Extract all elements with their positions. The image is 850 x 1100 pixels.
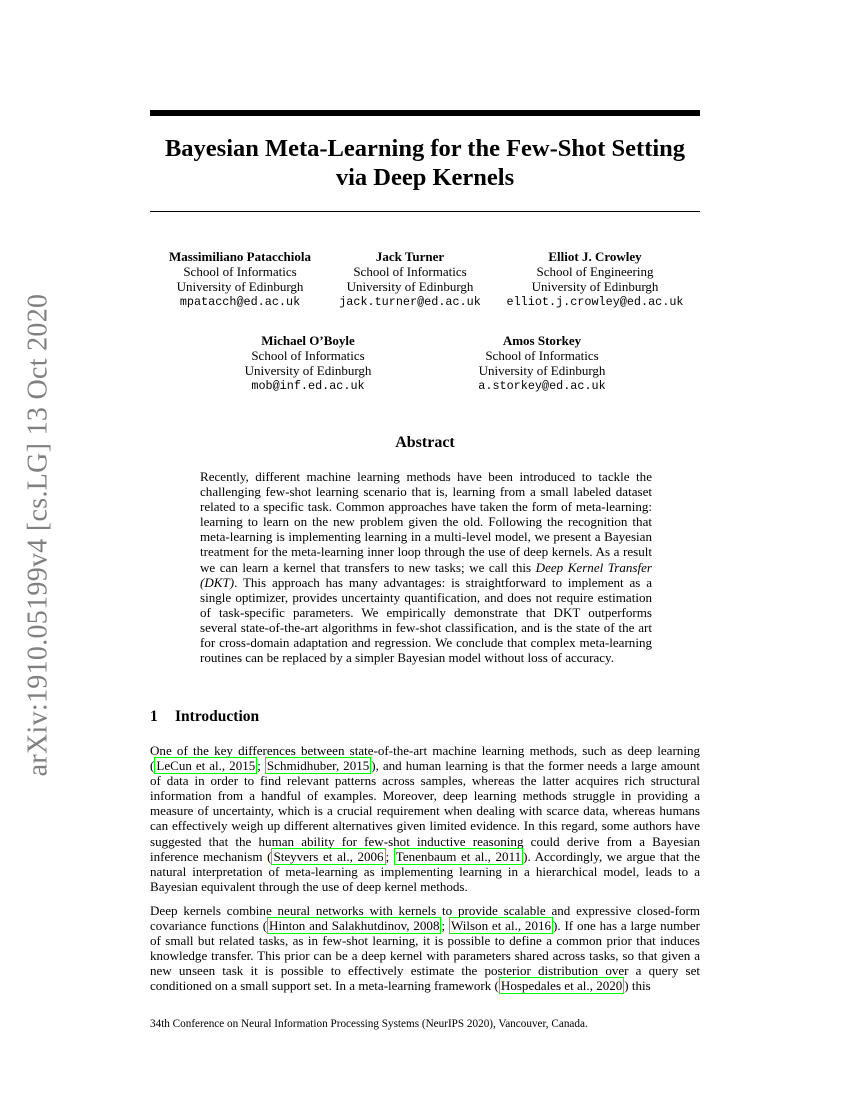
citation-link[interactable]: Hinton and Salakhutdinov, 2008 bbox=[269, 918, 440, 934]
author-email[interactable]: mob@inf.ed.ac.uk bbox=[251, 378, 365, 393]
title-bottom-rule bbox=[150, 211, 700, 212]
author-dept: School of Informatics bbox=[353, 264, 467, 280]
author-email[interactable]: mpatacch@ed.ac.uk bbox=[179, 294, 301, 309]
author-block-2 bbox=[330, 249, 490, 310]
arxiv-sidebar-stamp bbox=[18, 295, 58, 775]
author-name: Jack Turner bbox=[375, 249, 445, 264]
author-univ: University of Edinburgh bbox=[478, 363, 606, 379]
author-dept: School of Informatics bbox=[485, 348, 599, 364]
author-block-3 bbox=[495, 249, 695, 310]
author-block-5 bbox=[462, 333, 622, 394]
citation-link[interactable]: Wilson et al., 2016 bbox=[450, 918, 552, 934]
section-heading bbox=[150, 708, 259, 726]
author-dept: School of Informatics bbox=[251, 348, 365, 364]
author-email[interactable]: jack.turner@ed.ac.uk bbox=[339, 294, 481, 309]
citation-link[interactable]: Steyvers et al., 2006 bbox=[273, 848, 384, 864]
method-name: Deep Kernel Transfer (DKT) bbox=[200, 559, 653, 590]
author-univ: University of Edinburgh bbox=[244, 363, 372, 379]
author-email[interactable]: elliot.j.crowley@ed.ac.uk bbox=[506, 294, 684, 309]
section-number: 1 bbox=[150, 708, 158, 725]
author-univ: University of Edinburgh bbox=[176, 279, 304, 295]
intro-paragraph-2: Deep kernels combine neural networks with kernels to provide scalable and expressive closed-form covariance functions ( Hinton and Salakhutdinov, 2008 ; Wilson et al., 2016 ). If one has a large number of small but related tasks, as in few-shot learning, it is possible to define a common prior that induces knowledge transfer. This prior can be a deep kernel with parameters shared across tasks, so that given a new unseen task it is possible to effectively estimate the posterior distribution over a query set conditioned on a small support set. In a meta-learning framework ( Hospedales et al., 2020 ) this bbox=[150, 903, 700, 994]
conference-footnote: 34th Conference on Neural Information Processing Systems (NeurIPS 2020), Vancouver, Canada. bbox=[150, 1018, 588, 1030]
arxiv-id: arXiv:1910.05199v4 [cs.LG] 13 Oct 2020 bbox=[22, 293, 53, 777]
intro-paragraph-1: One of the key differences between state-of-the-art machine learning methods, such as deep learning ( LeCun et al., 2015 ; Schmidhuber, 2015 ), and human learning is that the former needs a large amount of data in order to find relevant patterns across samples, whereas the latter acquires rich structural information from a handful of examples. Moreover, deep learning methods struggle in providing a measure of uncertainty, which is a crucial requirement when dealing with scarce data, whereas humans can effectively weigh up different alternatives given limited evidence. In this regard, some authors have suggested that the human ability for few-shot inductive reasoning could derive from a Bayesian inference mechanism ( Steyvers et al., 2006 ; Tenenbaum et al., 2011 ). Accordingly, we argue that the natural interpretation of meta-learning as implementing learning in a hierarchical model, leads to a Bayesian equivalent through the use of deep kernel methods. bbox=[150, 743, 700, 894]
author-name: Massimiliano Patacchiola bbox=[169, 249, 311, 264]
title-top-rule bbox=[150, 110, 700, 116]
author-univ: University of Edinburgh bbox=[346, 279, 474, 295]
author-name: Amos Storkey bbox=[502, 333, 582, 348]
paper-title: Bayesian Meta-Learning for the Few-Shot Setting via Deep Kernels bbox=[164, 135, 686, 191]
citation-link[interactable]: Tenenbaum et al., 2011 bbox=[395, 848, 522, 864]
abstract-heading: Abstract bbox=[395, 434, 455, 451]
author-name: Elliot J. Crowley bbox=[548, 249, 642, 264]
author-dept: School of Engineering bbox=[536, 264, 654, 280]
author-block-1 bbox=[150, 249, 330, 310]
author-email[interactable]: a.storkey@ed.ac.uk bbox=[478, 378, 606, 393]
citation-link[interactable]: Schmidhuber, 2015 bbox=[266, 758, 370, 774]
author-dept: School of Informatics bbox=[183, 264, 297, 280]
author-name: Michael O’Boyle bbox=[261, 333, 355, 348]
section-title: Introduction bbox=[175, 708, 260, 725]
citation-link[interactable]: LeCun et al., 2015 bbox=[156, 758, 256, 774]
citation-link[interactable]: Hospedales et al., 2020 bbox=[500, 978, 623, 994]
abstract-text: Recently, different machine learning methods have been introduced to tackle the challenging few-shot learning scenario that is, learning from a small labeled dataset related to a specific task. Common approaches have taken the form of meta-learning: learning to learn on the new problem given the old. Following the recognition that meta-learning is implementing learning in a multi-level model, we present a Bayesian treatment for the meta-learning inner loop through the use of deep kernels. As a result we can learn a kernel that transfers to new tasks; we call this Deep Kernel Transfer (DKT). This approach has many advantages: is straightforward to implement as a single optimizer, provides uncertainty quantification, and does not require estimation of task-specific parameters. We empirically demonstrate that DKT outperforms several state-of-the-art algorithms in few-shot classification, and is the state of the art for cross-domain adaptation and regression. We conclude that complex meta-learning routines can be replaced by a simpler Bayesian model without loss of accuracy. bbox=[200, 469, 653, 666]
author-block-4 bbox=[228, 333, 388, 394]
author-univ: University of Edinburgh bbox=[531, 279, 659, 295]
